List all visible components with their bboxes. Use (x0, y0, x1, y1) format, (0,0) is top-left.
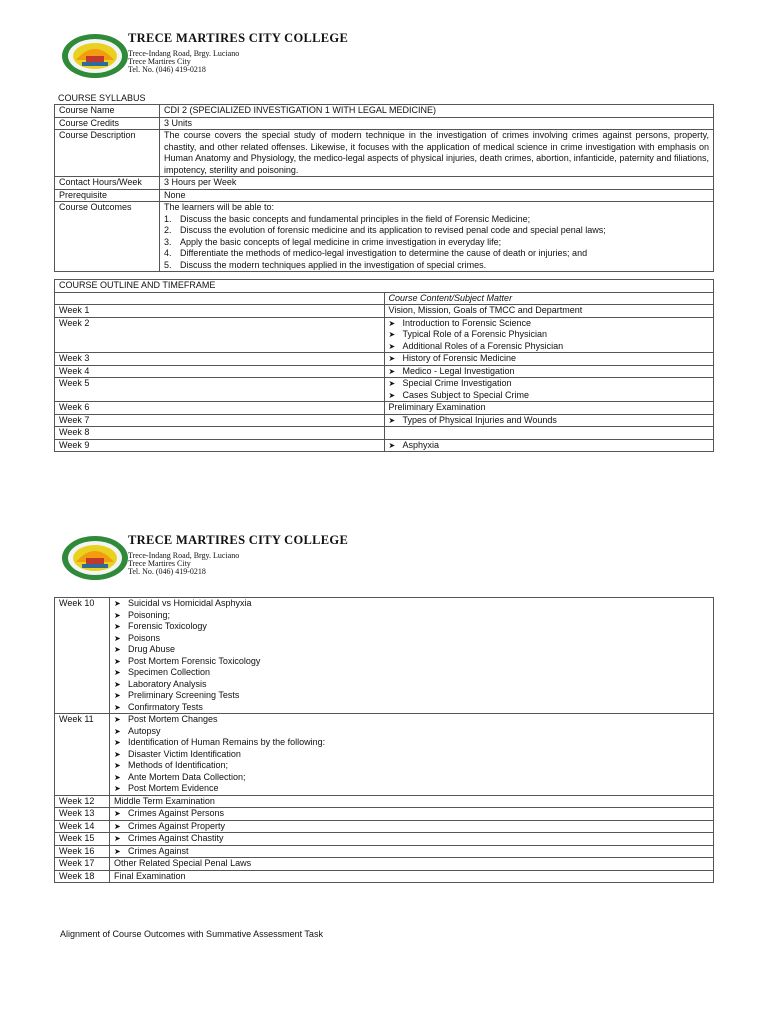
table-row (55, 353, 714, 366)
topic-item: ➤ Crimes Against Property (114, 821, 709, 833)
week-header (55, 292, 385, 305)
outline-title-row (55, 280, 714, 293)
week-content (384, 353, 714, 366)
week-content (384, 439, 714, 452)
outcome-number: 3. (164, 236, 172, 247)
content-header: Course Content/Subject Matter (384, 292, 714, 305)
syllabus-table (54, 104, 714, 272)
week-content (384, 317, 714, 353)
outcomes-intro: The learners will be able to: (164, 202, 275, 212)
week-content (110, 598, 714, 714)
topic-item: ➤ History of Forensic Medicine (389, 353, 710, 365)
week-label: Week 10 (55, 598, 110, 714)
topic-item: ➤ Additional Roles of a Forensic Physician (389, 341, 710, 353)
topic-item: ➤ Medico - Legal Investigation (389, 366, 710, 378)
table-row (55, 117, 714, 130)
outcome-number: 1. (164, 213, 172, 224)
week-content (384, 365, 714, 378)
address-line-1: Trece-Indang Road, Brgy. Luciano (128, 49, 240, 58)
topic-item: ➤ Crimes Against Persons (114, 808, 709, 820)
topic-item: ➤ Introduction to Forensic Science (389, 318, 710, 330)
table-row (55, 317, 714, 353)
week-content: Preliminary Examination (384, 402, 714, 415)
week-label: Week 15 (55, 833, 110, 846)
phone-number: Tel. No. (046) 419-0218 (128, 567, 206, 576)
week-label: Week 4 (55, 365, 385, 378)
week-content (110, 845, 714, 858)
week-label: Week 5 (55, 378, 385, 402)
table-row (55, 808, 714, 821)
topic-item: ➤ Autopsy (114, 726, 709, 738)
table-row (55, 795, 714, 808)
row-label: Course Name (55, 105, 160, 118)
row-label: Course Description (55, 130, 160, 177)
table-row (55, 305, 714, 318)
outcome-text: Differentiate the methods of medico-legal investigation to determine the cause of death or injuries; and (180, 248, 588, 258)
week-content (110, 820, 714, 833)
topic-item: ➤ Forensic Toxicology (114, 621, 709, 633)
outcome-number: 5. (164, 259, 172, 270)
page-header-2 (60, 532, 390, 586)
row-value: CDI 2 (SPECIALIZED INVESTIGATION 1 WITH LEGAL MEDICINE) (160, 105, 714, 118)
page-header-1 (60, 30, 390, 84)
outline-table-page2 (54, 597, 714, 883)
table-row (55, 189, 714, 202)
week-content (384, 378, 714, 402)
topic-item: ➤ Post Mortem Evidence (114, 783, 709, 795)
table-row (55, 130, 714, 177)
outcome-item (164, 248, 709, 260)
week-content: Middle Term Examination (110, 795, 714, 808)
table-row (55, 365, 714, 378)
table-row (55, 858, 714, 871)
outcome-item (164, 225, 709, 237)
row-value: None (160, 189, 714, 202)
table-row (55, 402, 714, 415)
week-label: Week 12 (55, 795, 110, 808)
week-label: Week 1 (55, 305, 385, 318)
outcome-item (164, 214, 709, 226)
week-label: Week 14 (55, 820, 110, 833)
week-content: Final Examination (110, 870, 714, 883)
outcome-number: 2. (164, 225, 172, 235)
topic-item: ➤ Poisoning; (114, 610, 709, 622)
topic-item: ➤ Drug Abuse (114, 644, 709, 656)
row-label: Course Outcomes (55, 202, 160, 272)
row-value: 3 Hours per Week (160, 177, 714, 190)
week-label: Week 17 (55, 858, 110, 871)
week-label: Week 18 (55, 870, 110, 883)
topic-item: ➤ Crimes Against Chastity (114, 833, 709, 845)
row-label: Contact Hours/Week (55, 177, 160, 190)
week-content (110, 833, 714, 846)
topic-item: ➤ Laboratory Analysis (114, 679, 709, 691)
week-label: Week 8 (55, 427, 385, 440)
table-row (55, 439, 714, 452)
week-content (384, 414, 714, 427)
topic-item: ➤ Methods of Identification; (114, 760, 709, 772)
address-line-2: Trece Martires City (128, 559, 191, 568)
outcome-text: Apply the basic concepts of legal medicine in crime investigation in everyday life; (180, 236, 502, 247)
table-row (55, 378, 714, 402)
week-label: Week 16 (55, 845, 110, 858)
week-label: Week 3 (55, 353, 385, 366)
table-row (55, 105, 714, 118)
topic-item: ➤ Asphyxia (389, 440, 710, 452)
week-label: Week 13 (55, 808, 110, 821)
topic-item: ➤ Disaster Victim Identification (114, 749, 709, 761)
topic-item: ➤ Cases Subject to Special Crime (389, 390, 710, 402)
topic-item: ➤ Identification of Human Remains by the following: (114, 737, 709, 749)
topic-item: ➤ Confirmatory Tests (114, 702, 709, 714)
table-row (55, 870, 714, 883)
table-row (55, 714, 714, 796)
topic-item: ➤ Post Mortem Changes (114, 714, 709, 726)
outcome-text: Discuss the evolution of forensic medicine and its application to revised penal code and special penal laws; (180, 225, 606, 235)
row-label: Prerequisite (55, 189, 160, 202)
topic-item: ➤ Types of Physical Injuries and Wounds (389, 415, 710, 427)
week-label: Week 2 (55, 317, 385, 353)
table-row (55, 598, 714, 714)
row-label: Course Credits (55, 117, 160, 130)
topic-item: ➤ Special Crime Investigation (389, 378, 710, 390)
outcome-text: Discuss the basic concepts and fundamental principles in the field of Forensic Medicine; (180, 213, 531, 224)
topic-item: ➤ Ante Mortem Data Collection; (114, 772, 709, 784)
week-label: Week 9 (55, 439, 385, 452)
topic-item: ➤ Poisons (114, 633, 709, 645)
table-row (55, 202, 714, 272)
table-row (55, 427, 714, 440)
address-line-2: Trece Martires City (128, 57, 191, 66)
topic-item: ➤ Specimen Collection (114, 667, 709, 679)
outline-table-page1 (54, 279, 714, 452)
topic-item: ➤ Preliminary Screening Tests (114, 690, 709, 702)
topic-item: ➤ Post Mortem Forensic Toxicology (114, 656, 709, 668)
college-logo-icon (60, 534, 130, 582)
course-outcomes (160, 202, 714, 272)
topic-item: ➤ Typical Role of a Forensic Physician (389, 329, 710, 341)
outline-title: COURSE OUTLINE AND TIMEFRAME (55, 280, 714, 293)
week-content (384, 427, 714, 440)
college-name: TRECE MARTIRES CITY COLLEGE (128, 31, 349, 45)
phone-number: Tel. No. (046) 419-0218 (128, 65, 206, 74)
alignment-title: Alignment of Course Outcomes with Summative Assessment Task (60, 929, 323, 939)
week-content (110, 808, 714, 821)
table-row (55, 177, 714, 190)
week-label: Week 7 (55, 414, 385, 427)
college-logo-icon (60, 32, 130, 80)
outline-header-row (55, 292, 714, 305)
table-row (55, 833, 714, 846)
address-line-1: Trece-Indang Road, Brgy. Luciano (128, 551, 240, 560)
table-row (55, 820, 714, 833)
table-row (55, 414, 714, 427)
outcome-number: 4. (164, 248, 172, 258)
outcome-text: Discuss the modern techniques applied in the investigation of special crimes. (180, 259, 487, 270)
week-content (110, 714, 714, 796)
outcome-item (164, 237, 709, 249)
topic-item: ➤ Suicidal vs Homicidal Asphyxia (114, 598, 709, 610)
syllabus-title: COURSE SYLLABUS (58, 93, 146, 103)
week-label: Week 6 (55, 402, 385, 415)
week-content: Vision, Mission, Goals of TMCC and Department (384, 305, 714, 318)
college-name: TRECE MARTIRES CITY COLLEGE (128, 533, 349, 547)
topic-item: ➤ Crimes Against (114, 846, 709, 858)
row-value: 3 Units (160, 117, 714, 130)
table-row (55, 845, 714, 858)
course-description: The course covers the special study of modern technique in the investigation of crimes involving crimes against persons, property, chastity, and other related offenses. Likewise, it focuses with the application of medical science in crime investigation with emphasis on Human Anatomy and Physiology, the medico-legal aspects of physical injuries, death crimes, abortion, infanticide, paternity and filiations, impotency, sterility and poisoning. (160, 130, 714, 177)
week-label: Week 11 (55, 714, 110, 796)
outcome-item (164, 260, 709, 272)
week-content: Other Related Special Penal Laws (110, 858, 714, 871)
